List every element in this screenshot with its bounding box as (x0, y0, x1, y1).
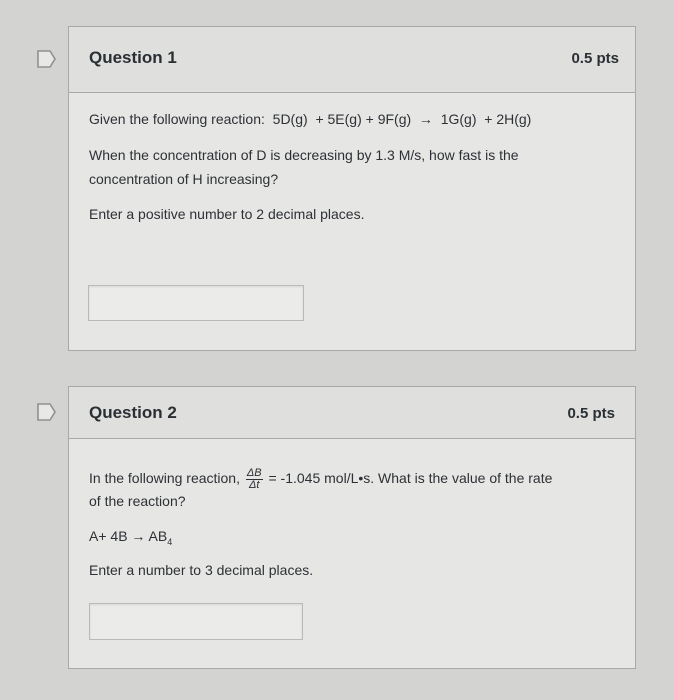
rate-value: = -1.045 mol/L•s. What is the value of the rate (268, 470, 553, 486)
question-1-instruction: Enter a positive number to 2 decimal places. (89, 206, 365, 222)
question-2-equation (89, 524, 172, 554)
rate-fraction (246, 468, 263, 491)
question-1-header (69, 27, 635, 93)
equation-main: A+ 4B → AB (89, 528, 168, 544)
question-2-intro: In the following reaction, (89, 470, 240, 486)
fraction-numerator: ΔB (246, 466, 262, 479)
question-1-reaction (89, 107, 531, 131)
question-1-answer-input[interactable] (88, 285, 304, 321)
reaction-equation: 5D(g) + 5E(g) + 9F(g) → 1G(g) + 2H(g) (272, 111, 532, 127)
flag-question-2-icon[interactable] (36, 402, 58, 422)
equation-subscript: 4 (167, 536, 173, 547)
question-2-title: Question 2 (89, 403, 177, 422)
question-2-answer-input[interactable] (89, 603, 303, 640)
question-1-points: 0.5 pts (571, 50, 619, 67)
question-1-prompt-line-1: When the concentration of D is decreasing by 1.3 M/s, how fast is the (89, 147, 519, 163)
question-2-card (68, 386, 636, 669)
question-1-prompt-line-2: concentration of H increasing? (89, 171, 279, 187)
question-2-points: 0.5 pts (567, 405, 615, 422)
reaction-label: Given the following reaction: (89, 111, 265, 127)
question-1-card (68, 26, 636, 351)
question-2-header (69, 387, 635, 439)
fraction-denominator: Δt (249, 478, 260, 491)
question-2-instruction: Enter a number to 3 decimal places. (89, 562, 314, 578)
question-2-prompt-line-2: of the reaction? (89, 493, 186, 509)
question-2-prompt-line-1 (89, 466, 552, 491)
flag-question-1-icon[interactable] (36, 49, 58, 69)
question-1-title: Question 1 (89, 48, 177, 67)
